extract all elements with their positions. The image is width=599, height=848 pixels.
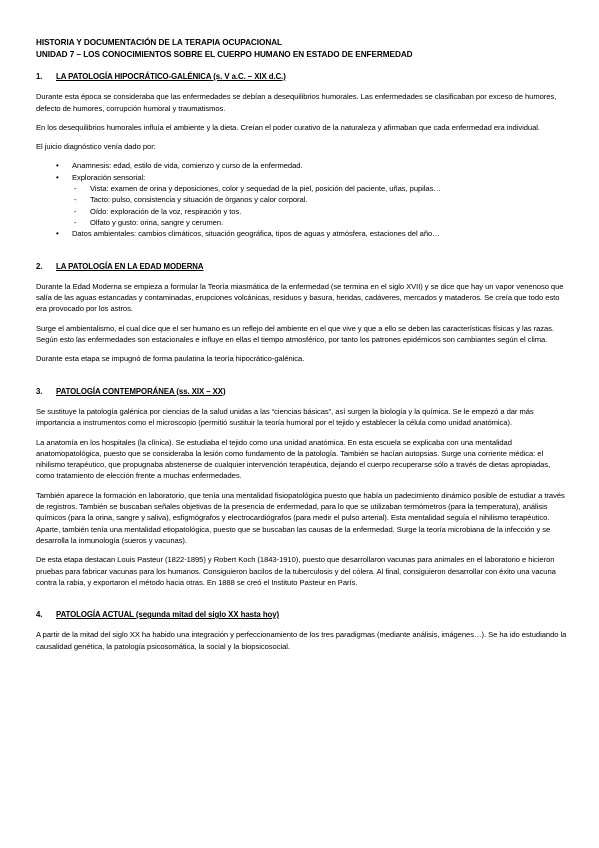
section-4-number: 4. xyxy=(36,610,43,620)
sensory-sublist-item: - Tacto: pulso, consistencia y situación de órganos y calor corporal. xyxy=(72,194,568,205)
document-title: HISTORIA Y DOCUMENTACIÓN DE LA TERAPIA OCUPACIONAL xyxy=(36,38,283,47)
section-3-paragraph: Se sustituye la patología galénica por ciencias de la salud unidas a las “ciencias básicas”, así surgen la biología y la química. Se le empezó a dar más importancia a instrumentos como el microscopio (permitió sustituir la teoría humoral por el tejido y establecer la célula como unidad anatómica). xyxy=(36,406,534,428)
section-2-heading xyxy=(36,261,568,272)
section-4-heading xyxy=(36,609,568,620)
section-3-title: PATOLOGÍA CONTEMPORÁNEA (ss. XIX – XX) xyxy=(56,386,226,396)
sensory-sublist-item: - Oído: exploración de la voz, respiración y tos. xyxy=(72,206,568,217)
section-1-heading xyxy=(36,71,568,82)
sensory-sublist-item: - Vista: examen de orina y deposiciones, color y sequedad de la piel, posición del paciente, uñas, pupilas… xyxy=(72,183,568,194)
section-2-paragraph: Durante la Edad Moderna se empieza a formular la Teoría miasmática de la enfermedad (se termina en el siglo XVII) y se dice que hay un vapor venenoso que salía de las aguas estancadas y contaminadas, erupciones volcánicas, residuos y basura, heridas, cadáveres, mercados y mataderos. Se creía que todo esto era provocado por los astros. xyxy=(36,281,564,314)
sensory-sublist xyxy=(72,183,568,228)
sensory-sublist-item: - Olfato y gusto: orina, sangre y cerumen. xyxy=(72,217,568,228)
section-1-title: LA PATOLOGÍA HIPOCRÁTICO-GALÉNICA (s. V a.C. – XIX d.C.) xyxy=(56,72,286,81)
document-subtitle: UNIDAD 7 – LOS CONOCIMIENTOS SOBRE EL CUERPO HUMANO EN ESTADO DE ENFERMEDAD xyxy=(36,50,413,59)
diagnosis-list-item: • Exploración sensorial: - Vista: examen de orina y deposiciones, color y sequedad de la piel, posición del paciente, uñas, pupilas… - Tacto: pulso, consistencia y situación de órganos y calor corporal. - Oído: exploración de la voz, respiración y tos. - Olfato y gusto: orina, sangre y cerumen. xyxy=(36,172,568,228)
section-3-heading xyxy=(36,386,568,397)
diagnosis-list-item: • Anamnesis: edad, estilo de vida, comienzo y curso de la enfermedad. xyxy=(36,160,568,171)
section-2-title: LA PATOLOGÍA EN LA EDAD MODERNA xyxy=(56,261,204,271)
section-1-paragraph: Durante esta época se consideraba que las enfermedades se debían a desequilibrios humorales. Las enfermedades se clasificaban por exceso de humores, defecto de humores, corrupción humoral y traumatismos. xyxy=(36,92,557,113)
section-4-paragraph: A partir de la mitad del siglo XX ha habido una integración y perfeccionamiento de los tres paradigmas (mediante análisis, imágenes…). Se ha ido estudiando la causalidad genética, la patología psicosomática, la social y la biopsicosocial. xyxy=(36,630,567,651)
section-3-number: 3. xyxy=(36,386,43,396)
section-1-paragraph: En los desequilibrios humorales influía el ambiente y la dieta. Creían el poder curativo de la naturaleza y afirmaban que cada enfermedad era individual. xyxy=(36,122,540,132)
section-2-number: 2. xyxy=(36,261,43,271)
diagnosis-list xyxy=(36,160,568,239)
section-3-paragraph: La anatomía en los hospitales (la clínica). Se estudiaba el tejido como una unidad anatómica. En esta escuela se explicaba con una mentalidad anatomopatológica, puesto que se consideraba la lesión como fundamento de la patología. También se hacían autopsias. Surge una corriente médica: el nihilismo terapéutico, que propugnaba abstenerse de cualquier intervención terapéutica, dejando el cuerpo recuperarse sólo a través de dietas apropiadas, como tratamiento de elección frente a muchas enfermedades. xyxy=(36,437,551,481)
section-4-title: PATOLOGÍA ACTUAL (segunda mitad del siglo XX hasta hoy) xyxy=(56,610,280,620)
section-3-paragraph: De esta etapa destacan Louis Pasteur (1822-1895) y Robert Koch (1843-1910), puesto que desarrollaron vacunas para animales en el laboratorio e hicieron pruebas para fabricar vacunas para los humanos. Consiguieron bacilos de la tuberculosis y del cólera. Al final, consiguieron desarrollar con éxito una vacuna contra la rabia, y exportaron el método hacia otras. En 1888 se creó el Instituto Pasteur en París. xyxy=(36,555,556,587)
section-1-number: 1. xyxy=(36,72,43,81)
diagnosis-list-item: • Datos ambientales: cambios climáticos, situación geográfica, tipos de aguas y atmósfera, estaciones del año… xyxy=(36,228,568,239)
section-1-paragraph: El juicio diagnóstico venía dado por: xyxy=(36,142,156,152)
section-2-paragraph: Durante esta etapa se impugnó de forma paulatina la teoría hipocrático-galénica. xyxy=(36,354,305,364)
section-2-paragraph: Surge el ambientalismo, el cual dice que el ser humano es un reflejo del ambiente en el que vive y que a ello se deben las características físicas y las razas. Según esto las enfermedades son estacionales e influye en ellas el tiempo atmosférico, por tanto los patrones epidémicos son cambiantes según el clima. xyxy=(36,323,554,345)
document-body xyxy=(36,37,568,652)
section-3-paragraph: También aparece la formación en laboratorio, que tenía una mentalidad fisiopatológica puesto que había un padecimiento dinámico posible de estudiar a través de registros. También se buscaban señales objetivas de la presencia de enfermedad, para lo que se utilizaban termómetros (para la temperatura), análisis químicos (para la orina, sangre y saliva), esfigmógrafos y electrocardiógrafos (para medir el pulso arterial). Esta mentalidad seguía el nihilismo terapéutico. Aparte, también tenía una mentalidad etiopatológica, puesto que se buscaban las causas de la enfermedad. Surge la teoría microbiana de la infección y se desarrolla la inmunología (sueros y vacunas). xyxy=(36,490,565,545)
